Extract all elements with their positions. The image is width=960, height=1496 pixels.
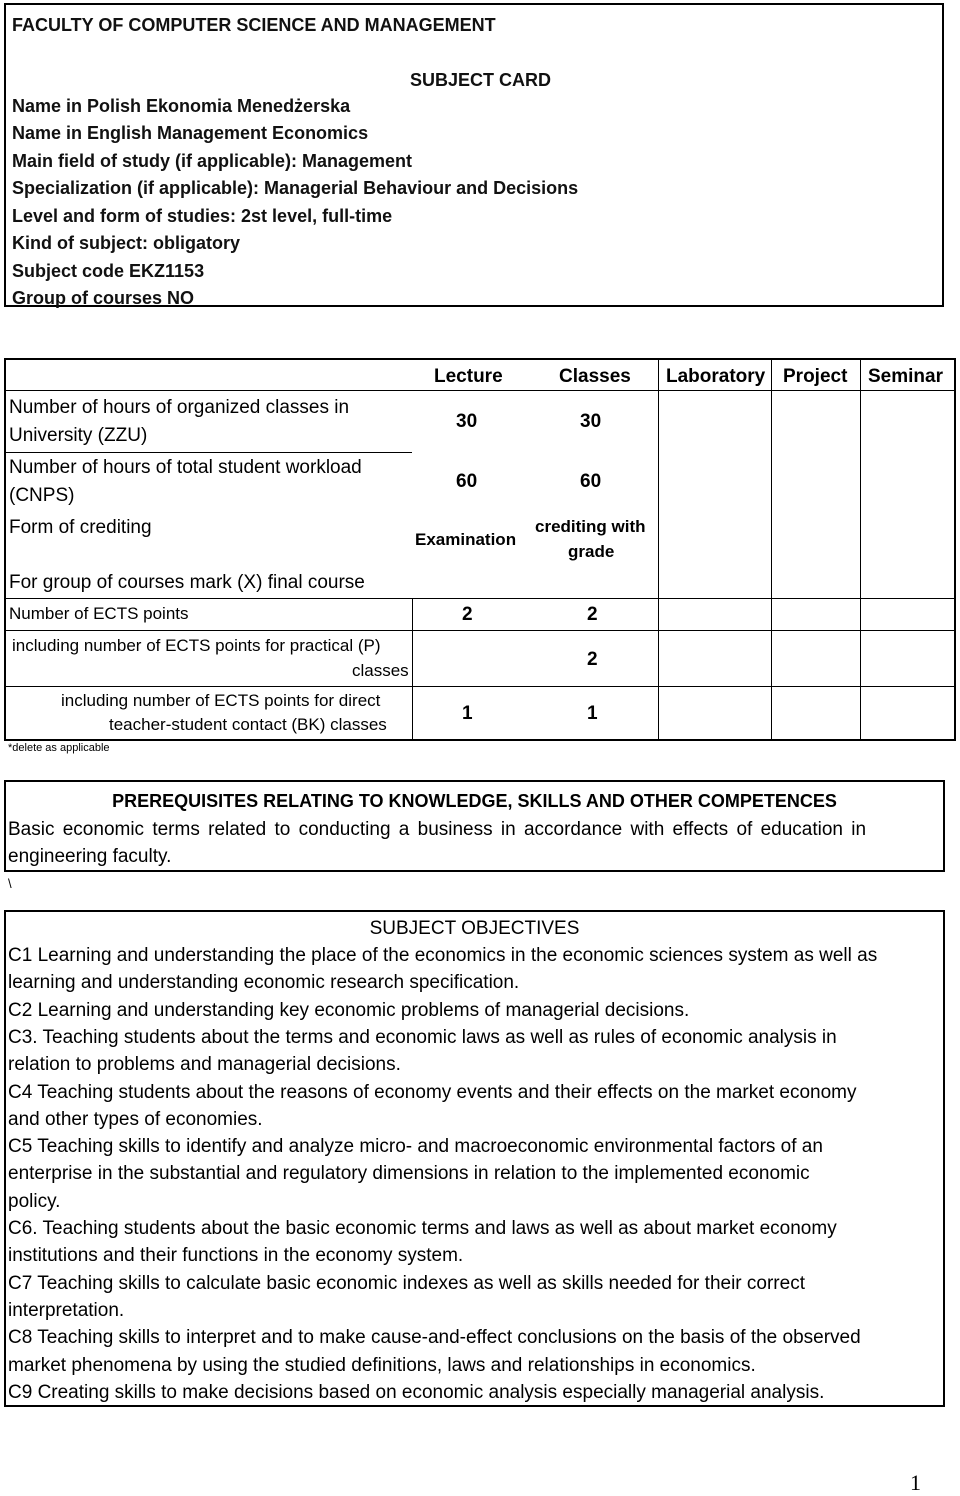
prerequisites-text: Basic economic terms related to conducting a business in accordance with effects of education in: [8, 819, 867, 840]
row-label-crediting: Form of crediting: [9, 517, 152, 538]
objective-line: C9 Creating skills to make decisions based on economic analysis especially managerial analysis.: [8, 1381, 825, 1403]
row-label-cnps-cont: (CNPS): [9, 485, 75, 506]
prerequisites-section: [4, 780, 945, 872]
table-border: [860, 358, 861, 740]
row-label-zzu: Number of hours of organized classes in: [9, 397, 350, 418]
cnps-classes-value: 60: [580, 471, 602, 492]
objective-line: interpretation.: [8, 1299, 125, 1321]
objective-line: enterprise in the substantial and regulatory dimensions in relation to the implemented economic: [8, 1163, 810, 1185]
row-label-group-of-courses: For group of courses mark (X) final course: [9, 572, 365, 593]
table-border: [771, 358, 772, 740]
footnote: *delete as applicable: [8, 742, 110, 754]
table-border: [658, 358, 659, 740]
objective-line: C7 Teaching skills to calculate basic economic indexes as well as skills needed for their correct: [8, 1272, 805, 1294]
table-border: [4, 630, 956, 631]
page-number: 1: [910, 1470, 921, 1495]
col-header-lecture: Lecture: [434, 366, 503, 387]
col-header-classes: Classes: [559, 366, 631, 387]
faculty-name: FACULTY OF COMPUTER SCIENCE AND MANAGEMENT: [12, 15, 496, 35]
col-header-project: Project: [783, 366, 848, 387]
row-label-bk: including number of ECTS points for direct: [61, 691, 381, 710]
objective-line: C1 Learning and understanding the place of the economics in the economic sciences system as well as: [8, 945, 878, 966]
objective-line: learning and understanding economic research specification.: [8, 972, 520, 994]
group-of-courses: Group of courses NO: [12, 288, 195, 308]
prerequisites-title: PREREQUISITES RELATING TO KNOWLEDGE, SKILLS AND OTHER COMPETENCES: [112, 791, 837, 811]
col-header-laboratory: Laboratory: [666, 366, 766, 387]
objective-line: policy.: [8, 1190, 61, 1212]
col-header-seminar: Seminar: [868, 366, 943, 387]
table-border: [954, 358, 956, 740]
row-label-bk-cont: teacher-student contact (BK) classes: [109, 715, 387, 734]
bk-classes-value: 1: [587, 703, 598, 724]
ects-lecture-value: 2: [462, 604, 473, 625]
cnps-lecture-value: 60: [456, 471, 478, 492]
objectives-title: SUBJECT OBJECTIVES: [369, 918, 580, 939]
subject-card-header: [4, 3, 944, 307]
ects-classes-value: 2: [587, 604, 598, 625]
kind-of-subject: Kind of subject: obligatory: [12, 233, 240, 253]
objective-line: C6. Teaching students about the basic economic terms and laws as well as about market economy: [8, 1218, 837, 1239]
row-label-zzu-cont: University (ZZU): [9, 425, 148, 446]
stray-backslash: \: [8, 876, 12, 891]
objective-line: C3. Teaching students about the terms and economic laws as well as rules of economic analysis in: [8, 1026, 837, 1048]
objective-line: institutions and their functions in the economy system.: [8, 1245, 464, 1267]
specialization: Specialization (if applicable): Managerial Behaviour and Decisions: [12, 178, 579, 198]
table-border: [4, 358, 6, 740]
bk-lecture-value: 1: [462, 703, 473, 724]
crediting-lecture-value: Examination: [415, 530, 517, 549]
subject-name-polish: Name in Polish Ekonomia Menedżerska: [12, 96, 351, 116]
zzu-lecture-value: 30: [456, 411, 478, 432]
table-border: [4, 390, 956, 391]
table-border: [412, 598, 413, 740]
table-border: [4, 452, 412, 453]
objective-line: C8 Teaching skills to interpret and to make cause-and-effect conclusions on the basis of the observed: [8, 1327, 861, 1349]
subject-objectives-section: [4, 910, 945, 1407]
subject-code: Subject code EKZ1153: [12, 261, 205, 281]
level-and-form: Level and form of studies: 2st level, full-time: [12, 206, 393, 226]
crediting-classes-value-cont: grade: [568, 542, 615, 561]
practical-classes-value: 2: [587, 649, 598, 670]
row-label-practical-cont: classes: [352, 661, 409, 680]
prerequisites-text-cont: engineering faculty.: [8, 846, 172, 867]
zzu-classes-value: 30: [580, 411, 602, 432]
crediting-classes-value: crediting with: [535, 517, 646, 536]
objective-line: C2 Learning and understanding key economic problems of managerial decisions.: [8, 999, 690, 1021]
objective-line: C5 Teaching skills to identify and analyze micro- and macroeconomic environmental factors of an: [8, 1136, 823, 1158]
row-label-cnps: Number of hours of total student workload: [9, 457, 362, 478]
objective-line: and other types of economies.: [8, 1108, 263, 1130]
table-border: [4, 686, 956, 687]
subject-name-english: Name in English Management Economics: [12, 123, 369, 143]
table-border: [4, 358, 956, 360]
table-border: [4, 598, 956, 599]
objective-line: relation to problems and managerial decisions.: [8, 1054, 401, 1076]
objective-line: market phenomena by using the studied definitions, laws and relationships in economics.: [8, 1354, 756, 1376]
row-label-ects: Number of ECTS points: [9, 604, 189, 623]
table-border: [4, 739, 956, 741]
card-title: SUBJECT CARD: [410, 70, 552, 90]
main-field: Main field of study (if applicable): Management: [12, 151, 413, 171]
objective-line: C4 Teaching students about the reasons of economy events and their effects on the market economy: [8, 1081, 857, 1103]
row-label-practical: including number of ECTS points for practical (P): [12, 636, 381, 655]
